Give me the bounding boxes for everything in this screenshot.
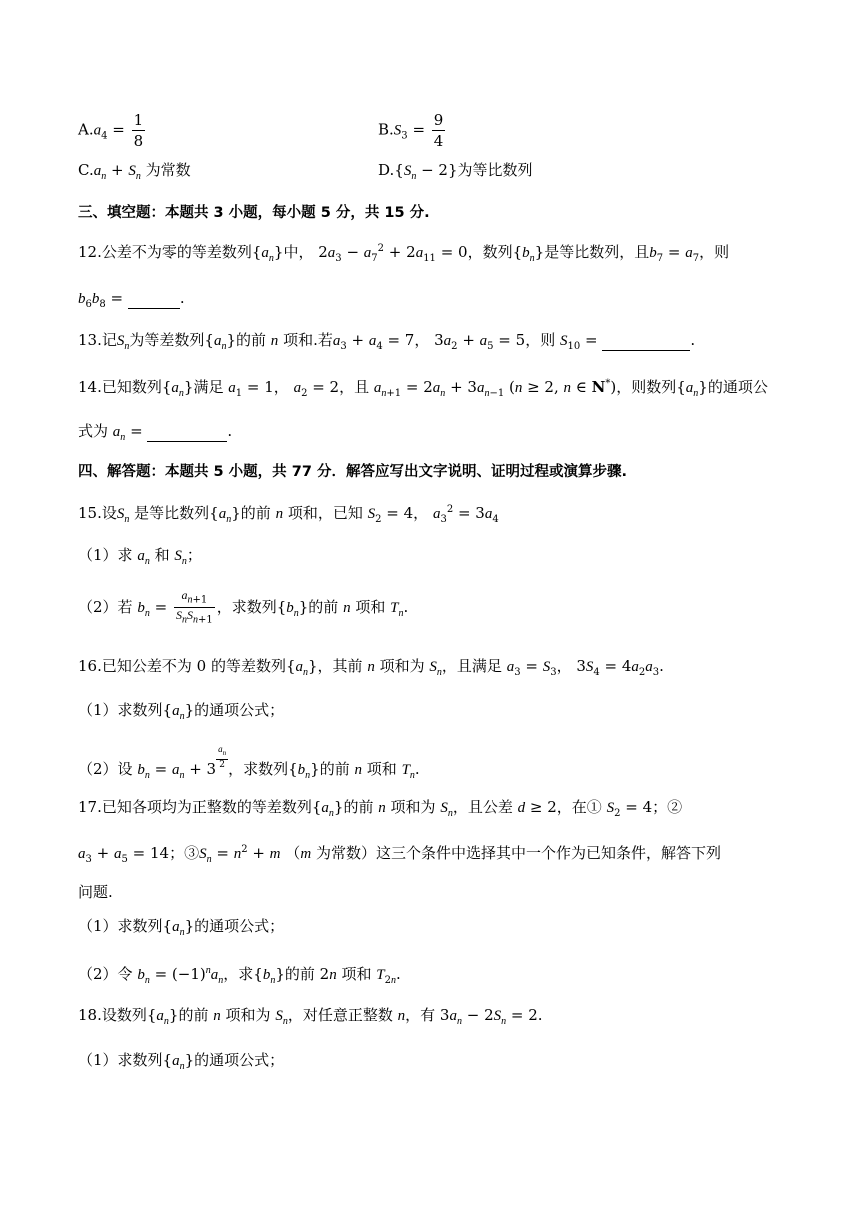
fraction-nine-fourths: $\frac{9}{4}$ — [433, 111, 444, 150]
question-18: 18.设数列$\{a_n\}$的前 n 项和为 $S_n$，对任意正整数 n，有 $3a_n - 2S_n = 2$. — [78, 1006, 543, 1027]
question-17-part-1: （1）求数列$\{a_n\}$的通项公式； — [78, 917, 285, 938]
question-15-part-2: （2）若 $b_n$ = $\frac{a_{n+1}}{S_nS_{n+1}}$ ，求数列$\{b_n\}$的前 n 项和 $T_n$. — [78, 588, 409, 626]
answer-blank[interactable] — [128, 288, 180, 309]
option-d: $D.\{S_n - 2\}$为等比数列 — [378, 161, 533, 182]
question-16: 16.已知公差不为 0 的等差数列$\{a_n\}$，其前 n 项和为 $S_n$，且满足 $a_3 = S_3$， $3S_4 = 4a_2a_3$. — [78, 657, 664, 678]
question-16-part-2: （2）设 $b_n = a_n + 3$ $^{\frac{a_n}{2}}$ ，求数列$\{b_n\}$的前 n 项和 $T_n$. — [78, 744, 420, 781]
question-14-line-1: 14.已知数列$\{a_n\}$满足 $a_1 = 1$， $a_2 = 2$，且 $a_{n+1} = 2a_n + 3a_{n-1}$ (n ≥ 2, n ∈ N*)，则数列$\{a_n\}$的通项公 — [78, 378, 768, 399]
option-c: $C.a_n + S_n$ 为常数 — [78, 161, 191, 182]
question-12-line-1: 12.公差不为零的等差数列$\{a_n\}$中， $2a_3 - a_7^2 + 2a_{11} = 0$，数列$\{b_n\}$是等比数列，且$b_7 = a_7$，则 — [78, 243, 730, 264]
question-17-line-1: 17.已知各项均为正整数的等差数列$\{a_n\}$的前 n 项和为 $S_n$，且公差 d ≥ 2，在① $S_2 = 4$；② — [78, 798, 683, 819]
fraction-b-n: $\frac{a_{n+1}}{S_nS_{n+1}}$ — [175, 588, 213, 626]
question-15-part-1: （1）求 $a_n$ 和 $S_n$； — [78, 546, 202, 567]
section-heading-fill-in: 三、填空题：本题共 3 小题，每小题 5 分，共 15 分. — [78, 205, 430, 221]
question-17-line-3: 问题. — [78, 883, 113, 901]
section-heading-solutions: 四、解答题：本题共 5 小题，共 77 分．解答应写出文字说明、证明过程或演算步骤. — [78, 464, 627, 480]
option-a: $A.a_4$ = $\frac{1}{8}$ — [78, 111, 144, 150]
answer-blank[interactable] — [602, 330, 690, 351]
answer-blank[interactable] — [147, 421, 227, 442]
question-13: 13.记$S_n$为等差数列$\{a_n\}$的前 n 项和.若$a_3 + a_4 = 7$， $3a_2 + a_5 = 5$，则 $S_{10}$ = . — [78, 331, 696, 352]
question-17-part-2: （2）令 $b_n = (-1)^na_n$，求$\{b_n\}$的前 2n 项和 $T_{2n}$. — [78, 965, 401, 986]
fraction-one-eighth: $\frac{1}{8}$ — [133, 111, 144, 150]
question-18-part-1: （1）求数列$\{a_n\}$的通项公式； — [78, 1051, 285, 1072]
option-b: $B.S_3$ = $\frac{9}{4}$ — [378, 111, 444, 150]
question-16-part-1: （1）求数列$\{a_n\}$的通项公式； — [78, 701, 285, 722]
question-14-line-2: 式为 $a_n$ = . — [78, 422, 233, 443]
question-12-line-2: $b_6b_8$ = . — [78, 289, 185, 310]
question-15: 15.设$S_n$ 是等比数列$\{a_n\}$的前 n 项和，已知 $S_2 = 4$， $a_3^2 = 3a_4$ — [78, 504, 499, 525]
question-17-line-2: $a_3 + a_5 = 14$；$③S_n = n^2 + m$ （m 为常数）这三个条件中选择其中一个作为已知条件，解答下列 — [78, 844, 721, 865]
